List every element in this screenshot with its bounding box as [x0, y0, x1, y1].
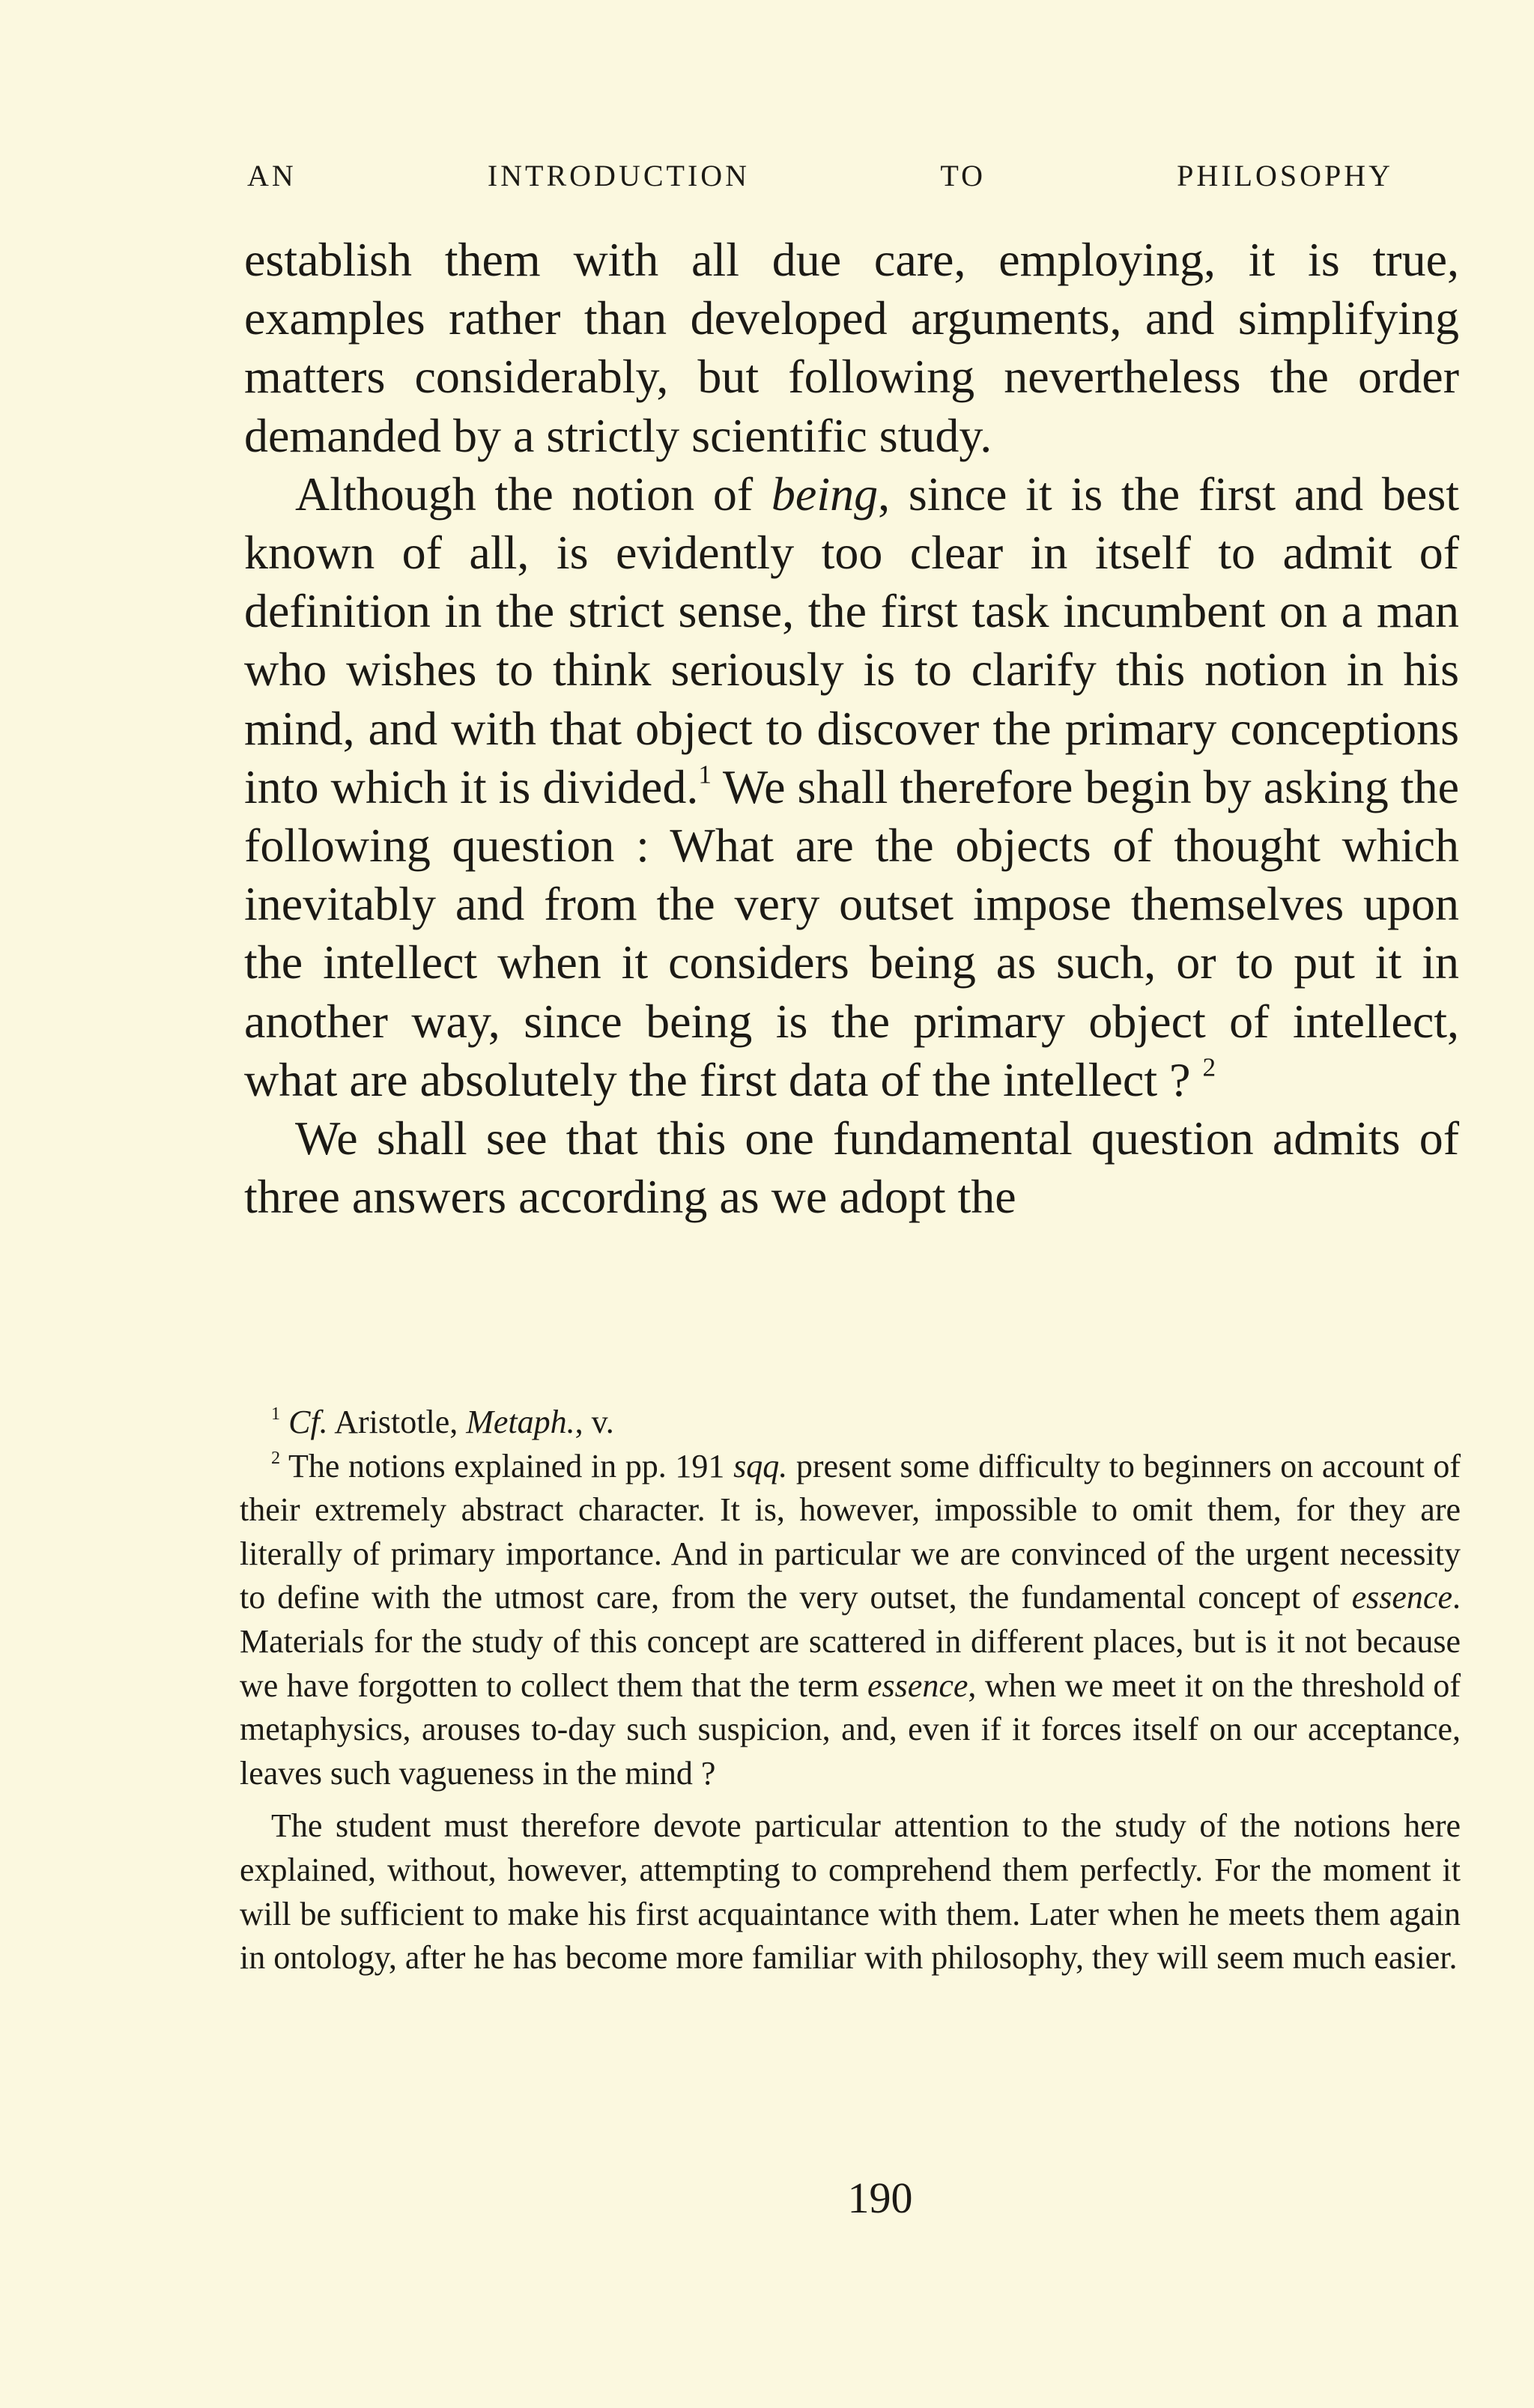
running-head: AN INTRODUCTION TO PHILOSOPHY: [247, 159, 1393, 192]
footnote-1-text-a: Aristotle,: [327, 1404, 467, 1440]
footnote-2: [240, 1445, 1461, 1796]
footnote-1: [240, 1401, 1461, 1445]
footnote-2-sqq: sqq.: [733, 1447, 788, 1484]
footnote-2-continuation: The student must therefore devote particular attention to the study of the notions here explained, without, however, attempting to comprehend them perfectly. For the moment it will be sufficient to make his first acquaintance with them. Later when he meets them again in ontology, after he has become more familiar with philosophy, they will seem much easier.: [240, 1807, 1461, 1977]
paragraph-1: establish them with all due care, employing, it is true, examples rather than developed arguments, and simplifying matters considerably, but following nevertheless the order demanded by a strictly scientific study.: [244, 233, 1459, 462]
footnote-2-essence-2: essence: [867, 1667, 968, 1704]
footnote-1-number: 1: [271, 1403, 281, 1424]
paragraph-2-text-b: , since it is the first and best known of all, is evidently too clear in itself to admit of definition in the strict sense, the first task incumbent on a man who wishes to think seriously is to clarify this notion in his mind, and with that object to discover the primary conceptions into which it is divided.: [244, 467, 1460, 813]
main-text: [244, 231, 1459, 1226]
footnote-2-text-c: . Materials for the study of this concept are scattered in different places, but is it not because we have forgotten to collect them that the term: [240, 1579, 1461, 1704]
footnote-ref-2: 2: [1202, 1052, 1216, 1082]
footnote-2-text-d: , when we meet it on the threshold of metaphysics, arouses to-day such suspicion, and, even if it forces itself on our acceptance, leaves such vagueness in the mind ?: [240, 1667, 1461, 1792]
footnote-1-text-b: , v.: [575, 1404, 614, 1440]
paragraph-2-text-a: Although the notion of: [295, 467, 771, 521]
footnote-ref-1: 1: [698, 759, 712, 789]
footnote-2-text-b: present some difficulty to beginners on account of their extremely abstract character. It is, however, impossible to omit them, for they are literally of primary importance. And in particular we are convinced of the urgent necessity to define with the utmost care, from the very outset, the fundamental concept of: [240, 1447, 1461, 1616]
footnotes: [240, 1401, 1461, 1980]
paragraph-2: [244, 465, 1459, 1109]
footnote-1-metaph: Metaph.: [466, 1404, 575, 1440]
paragraph-3: We shall see that this one fundamental question admits of three answers according as we adopt the: [244, 1111, 1459, 1224]
footnote-1-cf: Cf.: [288, 1404, 328, 1440]
paragraph-2-text-c: We shall therefore begin by asking the following question : What are the objects of thought which inevitably and from the very outset impose themselves upon the intellect when it considers being as such, or to put it in another way, since being is the primary object of intellect, what are absolutely the first data of the intellect ?: [244, 759, 1460, 1106]
term-being: being: [771, 467, 879, 521]
footnote-2-number: 2: [271, 1447, 281, 1468]
page-number: 190: [847, 2174, 913, 2222]
footnote-2-essence-1: essence: [1351, 1579, 1452, 1616]
footnote-2-text-a: The notions explained in pp. 191: [280, 1447, 734, 1484]
